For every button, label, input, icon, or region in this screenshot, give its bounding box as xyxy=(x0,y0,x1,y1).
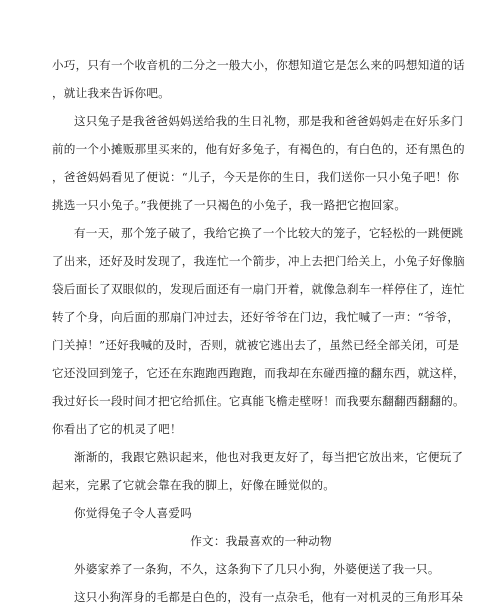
question-line: 你觉得兔子令人喜爱吗 xyxy=(74,506,192,520)
paragraph-first-line: 渐渐的，我跟它熟识起来，他也对我更友好了，每当把它放出来，它便玩了 xyxy=(74,450,464,464)
paragraph-first-line: 这只兔子是我爸爸妈妈送给我的生日礼物，那是我和爸爸妈妈走在好乐多门 xyxy=(74,114,464,128)
text-line: 小巧，只有一个收音机的二分之一般大小，你想知道它是怎么来的吗想知道的话 xyxy=(52,58,465,72)
text-line: ，爸爸妈妈看见了便说：“儿子，今天是你的生日，我们送你一只小兔子吧！你 xyxy=(52,170,460,184)
text-line: 转了个身，向后面的那扇门冲过去，还好爷爷在门边，我忙喊了一声：“爷爷， xyxy=(52,310,460,324)
text-line: 挑选一只小兔子。”我便挑了一只褐色的小兔子，我一路把它抱回家。 xyxy=(52,198,407,212)
paragraph-first-line: 有一天，那个笼子破了，我给它换了一个比较大的笼子，它轻松的一跳便跳 xyxy=(74,226,464,240)
text-line: ，就让我来告诉你吧。 xyxy=(52,86,170,100)
text-line: 它还没回到笼子，它还在东跑跑西跑跑，而我却在东碰西撞的翻东西，就这样， xyxy=(52,366,465,380)
text-line: 你看出了它的机灵了吧！ xyxy=(52,422,182,436)
text-line: 起来，完累了它就会靠在我的脚上，好像在睡觉似的。 xyxy=(52,478,336,492)
paragraph-first-line: 外婆家养了一条狗，不久，这条狗下了几只小狗，外婆便送了我一只。 xyxy=(74,562,440,576)
text-line: 了出来，还好及时发现了，我连忙一个箭步，冲上去把门给关上，小兔子好像脑 xyxy=(52,254,465,268)
essay-title: 作文：我最喜欢的一种动物 xyxy=(190,534,332,548)
text-line: 门关掉！”还好我喊的及时，否则，就被它逃出去了，虽然已经全部关闭，可是 xyxy=(52,338,460,352)
text-line: 前的一个小摊贩那里买来的，他有好多兔子，有褐色的，有白色的，还有黑色的 xyxy=(52,142,465,156)
text-line: 袋后面长了双眼似的，发现后面还有一扇门开着，就像急刹车一样停住了，连忙 xyxy=(52,282,465,296)
paragraph-first-line: 这只小狗浑身的毛都是白色的，没有一点杂毛，他有一对机灵的三角形耳朵 xyxy=(74,590,464,604)
text-line: 我过好长一段时间才把它给抓住。它真能飞檐走壁呀！而我要东翻翻西翻翻的。 xyxy=(52,394,465,408)
